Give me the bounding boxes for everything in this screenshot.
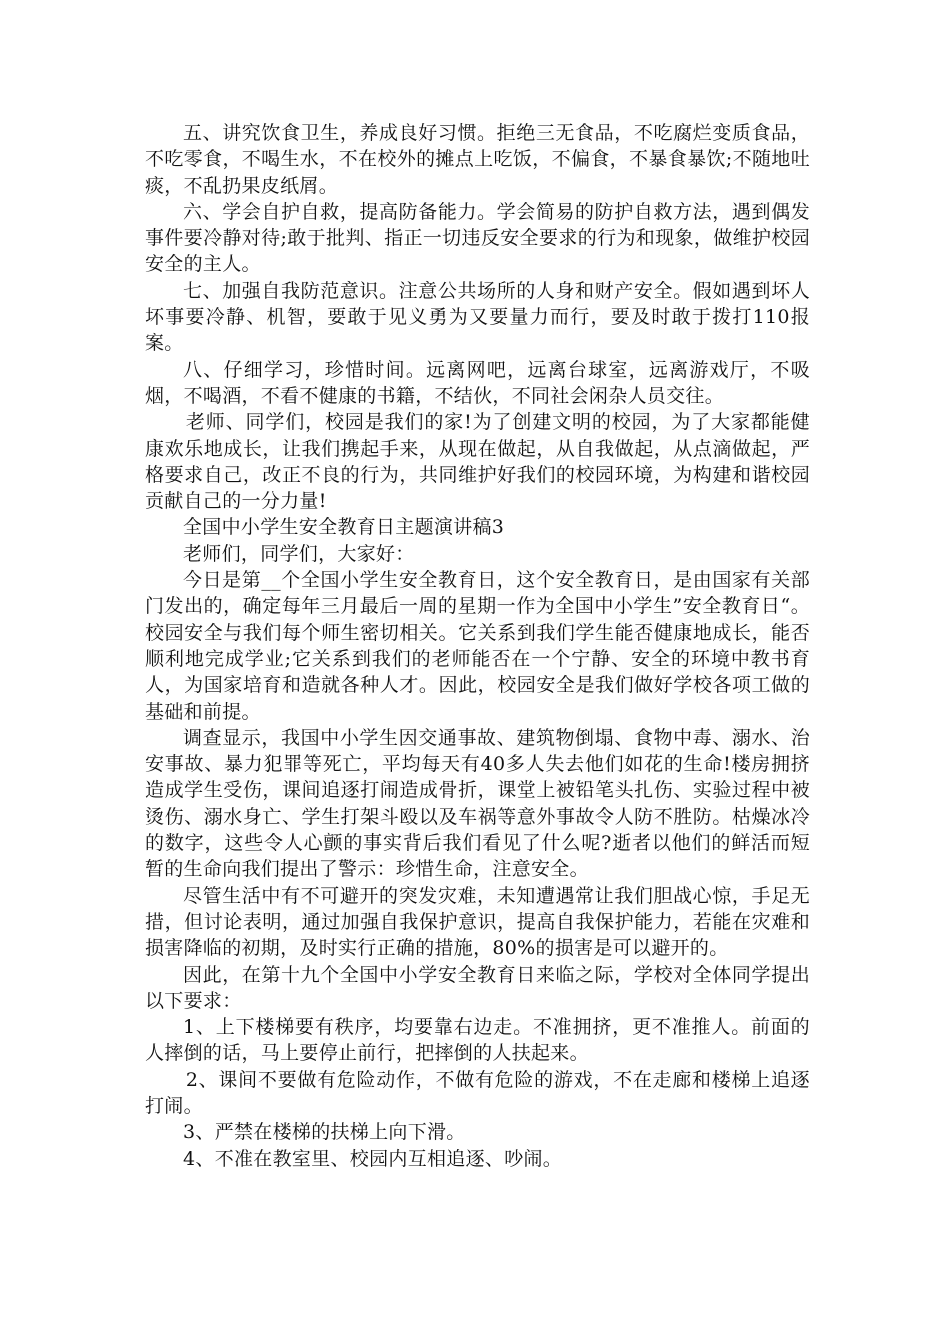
speech-greeting: 老师们，同学们，大家好： (183, 542, 415, 565)
list-item-break-time: 2、课间不要做有危险动作，不做有危险的游戏，不在走廊和楼梯上追逐打闹。 (145, 1068, 810, 1117)
speech-title: 全国中小学生安全教育日主题演讲稿3 (183, 516, 505, 539)
paragraph-survey: 调查显示，我国中小学生因交通事故、建筑物倒塌、食物中毒、溺水、治安事故、暴力犯罪等死亡，平均每天有40多人失去他们如花的生命!楼房拥挤造成学生受伤，课间追逐打闹造成骨折，课堂上被铅笔头扎伤、实验过程中被烫伤、溺水身亡、学生打架斗殴以及车祸等意外事故令人防不胜防。枯燥冰冷的数字，这些令人心颤的事实背后我们看见了什么呢?逝者以他们的鲜活而短暂的生命向我们提出了警示：珍惜生命，注意安全。 (145, 726, 810, 881)
list-item-classroom: 4、不准在教室里、校园内互相追逐、吵闹。 (183, 1147, 563, 1170)
paragraph-requirements-intro: 因此，在第十九个全国中小学安全教育日来临之际，学校对全体同学提出以下要求： (145, 963, 810, 1012)
list-item-handrail: 3、严禁在楼梯的扶梯上向下滑。 (183, 1121, 466, 1144)
paragraph-intro: 今日是第__个全国小学生安全教育日，这个安全教育日，是由国家有关部门发出的，确定每年三月最后一周的星期一作为全国中小学生”安全教育日“。校园安全与我们每个师生密切相关。它关系到我们学生能否健康地成长，能否顺利地完成学业;它关系到我们的老师能否在一个宁静、安全的环境中教书育人，为国家培育和造就各种人才。因此，校园安全是我们做好学校各项工做的基础和前提。 (145, 569, 810, 723)
paragraph-self-rescue: 六、学会自护自救，提高防备能力。学会简易的防护自救方法，遇到偶发事件要冷静对待;敢于批判、指正一切违反安全要求的行为和现象，做维护校园安全的主人。 (145, 200, 810, 276)
paragraph-food-hygiene: 五、讲究饮食卫生，养成良好习惯。拒绝三无食品，不吃腐烂变质食品，不吃零食，不喝生水，不在校外的摊点上吃饭，不偏食，不暴食暴饮;不随地吐痰，不乱扔果皮纸屑。 (145, 122, 810, 197)
paragraph-closing-appeal: 老师、同学们，校园是我们的家!为了创建文明的校园，为了大家都能健康欢乐地成长，让我们携起手来，从现在做起，从自我做起，从点滴做起，严格要求自己，改正不良的行为，共同维护好我们的校园环境，为构建和谐校园贡献自己的一分力量! (145, 411, 810, 513)
paragraph-study: 八、仔细学习，珍惜时间。远离网吧，远离台球室，远离游戏厅，不吸烟，不喝酒，不看不健康的书籍，不结伙，不同社会闲杂人员交往。 (145, 358, 810, 407)
list-item-stairs: 1、上下楼梯要有秩序，均要靠右边走。不准拥挤，更不准推人。前面的人摔倒的话，马上要停止前行，把摔倒的人扶起来。 (145, 1016, 810, 1065)
document-body (145, 120, 810, 1172)
paragraph-self-protection: 七、加强自我防范意识。注意公共场所的人身和财产安全。假如遇到坏人坏事要冷静、机智，要敢于见义勇为又要量力而行，要及时敢于拨打110报案。 (145, 279, 810, 355)
paragraph-disasters: 尽管生活中有不可避开的突发灾难，未知遭遇常让我们胆战心惊，手足无措，但讨论表明，通过加强自我保护意识，提高自我保护能力，若能在灾难和损害降临的初期，及时实行正确的措施，80%的损害是可以避开的。 (145, 884, 810, 960)
